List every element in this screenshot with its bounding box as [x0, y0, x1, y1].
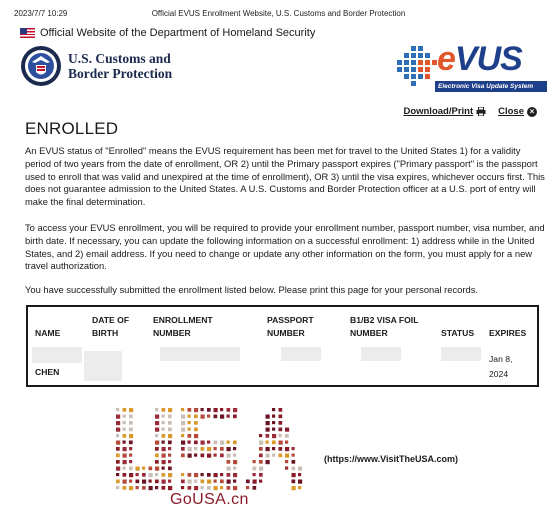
usa-logo-dot	[272, 447, 275, 450]
usa-logo-dot	[233, 467, 236, 470]
close-icon: ×	[527, 107, 537, 117]
usa-logo-dot	[266, 415, 270, 419]
usa-logo-dot	[136, 467, 140, 471]
header-passport-number: PASSPORT NUMBER	[267, 315, 314, 338]
usa-logo-dot	[233, 408, 237, 412]
usa-logo-dot	[188, 434, 192, 438]
usa-logo-dot	[266, 460, 270, 464]
usa-logo-dot	[220, 441, 224, 445]
usa-logo-dot	[259, 473, 263, 477]
usa-logo-dot	[188, 486, 192, 490]
usa-logo-dot	[162, 434, 166, 438]
usa-logo-dot	[285, 447, 289, 451]
usa-logo-dot	[123, 486, 127, 490]
usa-logo-dot	[162, 486, 166, 490]
usa-logo-dot	[272, 421, 275, 424]
usa-logo-dot	[123, 467, 126, 470]
usa-logo-dot	[129, 460, 132, 463]
usa-logo-dot	[227, 447, 231, 451]
usa-logo-dot	[253, 486, 257, 490]
usa-logo-dot	[168, 408, 172, 412]
usa-logo-dot	[272, 434, 276, 438]
usa-logo-dot	[279, 408, 283, 412]
usa-logo-dot	[181, 415, 185, 419]
usa-logo-dot	[155, 473, 158, 476]
usa-logo-dot	[181, 480, 185, 484]
usa-logo-dot	[162, 454, 166, 458]
usa-logo-dot	[220, 454, 224, 458]
download-print-label: Download/Print	[403, 106, 474, 117]
redacted-name	[32, 347, 82, 363]
usa-logo-dot	[214, 441, 218, 445]
usa-logo-dot	[298, 473, 301, 476]
usa-logo-dot	[168, 434, 172, 438]
usa-logo-dot	[253, 467, 257, 471]
cbp-name-line1: U.S. Customs and	[68, 51, 171, 66]
usa-logo-dot	[227, 441, 230, 444]
usa-logo-dot	[227, 486, 231, 490]
usa-logo-dot	[149, 486, 153, 490]
usa-logo-dot	[129, 441, 133, 445]
redacted-status	[441, 347, 481, 361]
usa-logo-dot	[194, 428, 198, 432]
usa-logo-dot	[168, 421, 172, 425]
usa-logo-dot	[220, 473, 223, 476]
cell-expires: Jan 8, 2024	[489, 354, 513, 379]
usa-logo-dot	[233, 415, 237, 419]
usa-logo-dot	[207, 441, 210, 444]
usa-logo-dot	[227, 415, 230, 418]
usa-logo-dot	[292, 460, 296, 464]
usa-logo-dot	[227, 460, 231, 464]
usa-logo-dot	[233, 441, 237, 445]
usa-logo-dot	[155, 460, 159, 464]
header-status: STATUS	[441, 328, 475, 338]
usa-logo-dot	[194, 415, 198, 419]
usa-logo-dot	[233, 480, 236, 483]
usa-logo-dot	[136, 480, 140, 484]
redacted-visa-foil-number	[361, 347, 401, 361]
usa-logo-dot	[220, 486, 223, 489]
cbp-name-line2: Border Protection	[68, 66, 173, 81]
usa-logo-dot	[123, 421, 126, 424]
usa-logo-dot	[194, 421, 198, 425]
visit-the-usa-link[interactable]: (https://www.VisitTheUSA.com)	[324, 454, 459, 464]
usa-logo-dot	[272, 441, 276, 445]
usa-logo-dot	[259, 447, 263, 451]
usa-logo-dot	[201, 441, 205, 445]
gov-banner	[20, 27, 315, 39]
usa-logo-dot	[162, 467, 165, 470]
usa-logo-dot	[194, 408, 198, 412]
usa-logo-dot	[162, 428, 165, 431]
print-doc-title: Official EVUS Enrollment Website, U.S. Customs and Border Protection	[151, 9, 406, 18]
usa-logo-dot	[292, 480, 296, 484]
usa-logo-dot	[201, 415, 205, 419]
usa-logo-dot	[181, 428, 185, 432]
usa-logo-dot	[155, 428, 159, 432]
header-visa-foil-number: B1/B2 VISA FOIL NUMBER	[350, 315, 419, 338]
usa-logo-dot	[272, 454, 275, 457]
usa-logo-dot	[181, 454, 185, 458]
usa-logo-dot	[220, 480, 224, 484]
usa-logo-dot	[168, 486, 172, 490]
usa-logo-dot	[272, 428, 275, 431]
usa-logo-dot	[201, 408, 204, 411]
usa-logo-dot	[292, 473, 296, 477]
page-title: ENROLLED	[25, 119, 119, 138]
usa-logo-dot	[298, 486, 301, 489]
usa-logo-dot	[285, 454, 289, 458]
usa-logo-dot	[181, 441, 185, 445]
print-date: 2023/7/7 10:29	[14, 9, 68, 18]
usa-logo-dot	[168, 415, 172, 419]
usa-logo-dot	[123, 454, 127, 458]
usa-logo-dot	[116, 415, 120, 419]
usa-logo-dot	[201, 447, 205, 451]
usa-logo-dot	[207, 454, 211, 458]
usa-logo-dot	[142, 467, 145, 470]
cbp-logo[interactable]	[20, 45, 172, 87]
usa-logo-dot	[259, 460, 263, 464]
usa-logo-dot	[279, 454, 283, 458]
usa-logo-dot	[214, 447, 217, 450]
usa-logo-dot	[123, 408, 127, 412]
usa-logo-dot	[162, 473, 166, 477]
usa-logo-dot	[123, 428, 126, 431]
usa-logo-dot	[279, 415, 283, 419]
usa-logo-dot	[246, 486, 249, 489]
access-instructions: To access your EVUS enrollment, you will be required to provide your enrollment number, passport number, visa number, and birth date. If necessary, you can update the following information on a successful enrollment: 1) address while in the United States, and 2) email address. If you need to change or update any other information on the form, you must apply for a new travel authorization.	[25, 222, 545, 272]
usa-logo-dot	[155, 434, 158, 437]
usa-logo-dot	[279, 434, 282, 437]
usa-logo-dot	[116, 441, 120, 445]
usa-logo-dot	[162, 460, 166, 464]
usa-logo-dot	[285, 467, 288, 470]
usa-logo-dot	[220, 447, 224, 451]
usa-logo-dot	[188, 415, 191, 418]
usa-logo-dot	[188, 421, 191, 424]
usa-logo-dot	[233, 454, 236, 457]
usa-logo-dot	[181, 421, 185, 425]
gov-banner-text: Official Website of the Department of Homeland Security	[40, 27, 316, 39]
usa-logo-dot	[168, 460, 171, 463]
usa-logo-dot	[123, 434, 127, 438]
usa-logo-dot	[272, 408, 275, 411]
usa-logo-dot	[149, 473, 153, 477]
usa-logo-dot	[292, 447, 295, 450]
usa-logo-dot	[155, 480, 159, 484]
usa-logo-dot	[259, 434, 262, 437]
usa-logo-dot	[181, 447, 185, 451]
usa-logo-dot	[129, 473, 133, 477]
usa-logo-dot	[188, 473, 192, 477]
usa-logo-dot	[285, 434, 289, 438]
usa-logo-dot	[129, 447, 132, 450]
usa-logo-dot	[285, 428, 289, 432]
usa-logo-dot	[129, 434, 133, 438]
usa-logo-dot	[259, 441, 263, 445]
usa-logo-dot	[227, 473, 231, 477]
usa-logo-dot	[188, 480, 192, 484]
usa-logo-dot	[259, 467, 263, 471]
usa-logo-dot	[181, 434, 184, 437]
usa-logo-dot	[116, 421, 120, 425]
usa-logo-dot	[292, 467, 296, 471]
header-expires: EXPIRES	[489, 328, 527, 338]
usa-logo-dot	[155, 421, 159, 425]
usa-logo-dot	[207, 415, 210, 418]
usa-logo-dot	[116, 467, 120, 471]
usa-logo-dot	[259, 454, 263, 458]
usa-logo-dot	[149, 467, 153, 471]
page-actions	[403, 106, 537, 117]
redacted-dob	[84, 351, 122, 381]
usa-logo-dot	[214, 480, 217, 483]
redacted-enrollment-number	[160, 347, 240, 361]
usa-logo-dot	[233, 447, 236, 450]
usa-logo-dot	[155, 441, 159, 445]
usa-logo-dot	[266, 441, 269, 444]
usa-logo-dot	[116, 460, 120, 464]
usa-logo-dot	[207, 473, 211, 477]
usa-logo-dot	[214, 486, 218, 490]
usa-logo-dot	[168, 473, 172, 477]
usa-logo-dots	[116, 408, 302, 490]
usa-logo-dot	[155, 454, 159, 458]
usa-logo-dot	[279, 447, 283, 451]
usa-logo-dot	[136, 486, 139, 489]
usa-logo-dot	[279, 421, 283, 425]
usa-logo-dot	[214, 415, 218, 419]
submission-confirmation: You have successfully submitted the enrollment listed below. Please print this page for your personal records.	[25, 284, 479, 295]
usa-logo-dot	[188, 408, 192, 412]
gousa-brand: GoUSA.cn	[170, 491, 249, 508]
usa-logo-dot	[155, 486, 158, 489]
usa-logo-dot	[292, 486, 296, 490]
usa-logo-dot	[116, 447, 120, 451]
usa-logo-dot	[266, 454, 270, 458]
usa-logo-dot	[214, 473, 218, 477]
usa-logo-dot	[168, 454, 171, 457]
usa-logo-dot	[220, 415, 224, 419]
usa-logo-dot	[162, 415, 165, 418]
usa-logo-dot	[168, 447, 171, 450]
usa-logo-dot	[136, 473, 139, 476]
usa-logo-dot	[259, 480, 262, 483]
usa-logo-dot	[266, 434, 270, 438]
usa-logo-dot	[285, 460, 288, 463]
usa-logo-dot	[123, 447, 127, 451]
usa-logo-dot	[194, 447, 197, 450]
usa-logo-dot	[116, 428, 120, 432]
usa-logo-dot	[162, 447, 166, 451]
usa-logo-dot	[292, 454, 295, 457]
usa-logo-dot	[207, 447, 211, 451]
enrollment-table	[26, 305, 539, 387]
download-print-link[interactable]	[403, 106, 486, 117]
dhs-seal-icon	[20, 45, 62, 87]
usa-logo-dot	[129, 480, 132, 483]
usa-logo-dot	[129, 486, 133, 490]
usa-logo-dot	[129, 408, 133, 412]
usa-logo-dot	[201, 473, 204, 476]
header-dob: DATE OF BIRTH	[92, 315, 130, 338]
status-explanation: An EVUS status of "Enrolled" means the EVUS requirement has been met for travel to the United States 1) for a validity period of two years from the date of enrollment, OR 2) until the Primary passport expires ("Primary passport" is the passport used to enroll that was valid and unexpired at the time of enrollment), OR 3) until the visa expires, whichever occurs first. This does not guarantee admission to the United States. A U.S. Customs and Border Protection officer at a U.S. port of entry will make the final determination.	[25, 145, 545, 208]
usa-logo-dot	[155, 467, 159, 471]
usa-logo-dot	[266, 447, 270, 451]
evus-wordmark: eVUS	[437, 40, 522, 78]
close-label: Close	[498, 106, 524, 117]
usa-logo-dot	[162, 421, 165, 424]
usa-logo-dot	[181, 408, 184, 411]
usa-logo-dot	[233, 486, 237, 490]
usa-logo-dot	[116, 473, 119, 476]
usa-logo-dot	[201, 480, 205, 484]
usa-logo-dot	[207, 408, 211, 412]
usa-logo-dot	[129, 415, 133, 419]
usa-logo-dot	[142, 480, 146, 484]
usa-logo-dot	[272, 415, 275, 418]
usa-logo-dot	[116, 408, 119, 411]
usa-logo-dot	[253, 473, 256, 476]
usa-logo-dot	[233, 473, 237, 477]
usa-logo-dot	[129, 454, 132, 457]
usa-logo-dot	[298, 467, 302, 471]
usa-logo-dot	[207, 486, 211, 490]
usa-logo-dot	[227, 408, 231, 412]
usa-logo-dot	[116, 486, 119, 489]
usa-logo-dot	[233, 460, 237, 464]
usa-logo-dot	[181, 486, 184, 489]
cell-name: CHEN	[35, 367, 60, 377]
usa-logo-dot	[162, 408, 166, 412]
usa-logo-dot	[123, 480, 127, 484]
usa-logo-dot	[188, 447, 192, 451]
usa-logo-dot	[142, 473, 146, 477]
usa-logo-dot	[214, 454, 217, 457]
usa-logo-dot	[253, 480, 257, 484]
usa-logo-dot	[214, 408, 218, 412]
usa-logo-dot	[194, 441, 198, 445]
usa-logo-dot	[123, 473, 127, 477]
usa-logo-dot	[149, 480, 152, 483]
usa-logo-dot	[168, 480, 171, 483]
usa-logo-dot	[188, 428, 191, 431]
header-name: NAME	[35, 328, 61, 338]
redacted-passport-number	[281, 347, 321, 361]
usa-logo-dot	[227, 467, 231, 471]
usa-logo-dot	[155, 408, 158, 411]
usa-logo-dot	[253, 460, 256, 463]
usa-logo-dot	[116, 454, 120, 458]
usa-logo-dot	[227, 480, 231, 484]
close-link[interactable]	[498, 106, 537, 117]
usa-logo-dot	[168, 428, 172, 432]
usa-logo-dot	[194, 480, 197, 483]
usa-logo-dot	[123, 441, 126, 444]
usa-logo-dot	[155, 415, 159, 419]
usa-logo-dot	[285, 441, 288, 444]
usa-logo-dot	[162, 441, 165, 444]
usa-logo-dot	[116, 434, 119, 437]
usa-logo-dot	[168, 467, 172, 471]
usa-logo-dot	[220, 408, 223, 411]
header-enrollment-number: ENROLLMENT NUMBER	[153, 315, 213, 338]
usa-logo-dot	[123, 415, 126, 418]
usa-logo-dot	[129, 421, 133, 425]
cbp-name	[68, 51, 172, 81]
usa-logo-dot	[155, 447, 159, 451]
usa-logo-dot	[181, 473, 184, 476]
usa-logo-dot	[188, 454, 192, 458]
usa-logo-dot	[227, 454, 231, 458]
usa-logo-dot	[188, 441, 191, 444]
usa-logo-dot	[194, 454, 197, 457]
usa-logo-dot	[201, 454, 205, 458]
usa-logo-dot	[298, 480, 302, 484]
usa-logo-dot	[194, 486, 198, 490]
usa-logo-dot	[194, 434, 198, 438]
usa-logo-dot	[116, 480, 120, 484]
usa-logo-dot	[201, 486, 204, 489]
usa-logo-dot	[266, 421, 270, 425]
usa-logo-dot	[266, 428, 270, 432]
usa-logo-dot	[123, 460, 127, 464]
usa-logo-dot	[162, 480, 166, 484]
usa-logo-dot	[194, 473, 198, 477]
usa-logo-dot	[279, 441, 283, 445]
printer-icon	[476, 107, 486, 116]
print-header	[0, 9, 557, 21]
usa-logo-dot	[207, 480, 211, 484]
usa-logo-dot	[142, 486, 146, 490]
usa-logo-dot	[129, 428, 133, 432]
usa-logo-dot	[246, 480, 250, 484]
usa-logo-dot	[168, 441, 172, 445]
evus-tagline: Electronic Visa Update System	[435, 81, 547, 92]
evus-logo[interactable]	[395, 42, 547, 94]
usa-logo-dot	[129, 467, 133, 471]
usa-logo-dot	[279, 428, 283, 432]
us-flag-icon	[20, 28, 35, 38]
